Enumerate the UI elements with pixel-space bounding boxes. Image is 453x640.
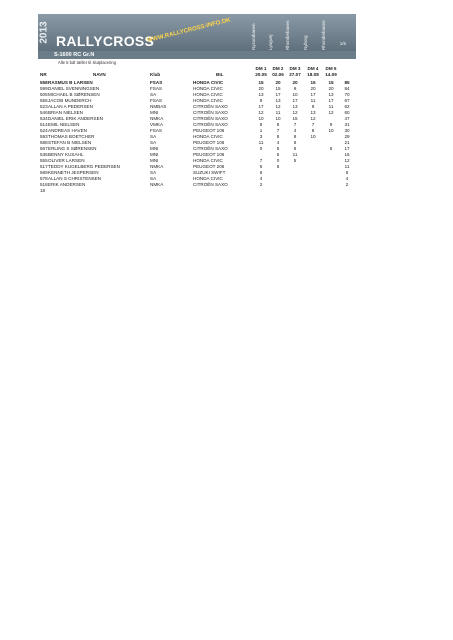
cell-klub: FSAS	[150, 128, 162, 133]
results-table	[38, 80, 356, 188]
col-nr: NR	[40, 72, 47, 77]
cell-total: 67	[344, 98, 350, 103]
cell-klub: VMKA	[150, 122, 164, 127]
venue-3: Rhombebanen	[285, 20, 290, 50]
cell-bil: HONDA CIVIC	[193, 158, 223, 163]
cell-bil: SUZUKI SWIFT	[193, 170, 226, 175]
cell-round-4: 7	[311, 122, 315, 127]
cell-round-4: 10	[310, 134, 316, 139]
cell-navn: ANDREAS HAVEN	[48, 128, 87, 133]
year-label: 2013	[38, 21, 50, 44]
cell-total: 21	[344, 140, 350, 145]
cell-navn: TEDDY KUGELBERG PEDERSEN	[48, 164, 120, 169]
cell-round-1: 17	[258, 104, 264, 109]
cell-round-2: 17	[275, 92, 281, 97]
cell-bil: PEUGEOT 106	[193, 140, 225, 145]
cell-total: 11	[344, 164, 350, 169]
cell-round-4: 11	[310, 98, 316, 103]
cell-klub: SA	[150, 176, 157, 181]
cell-round-3: 10	[292, 92, 298, 97]
cell-round-1: 7	[259, 158, 263, 163]
date-1: 20.05	[255, 72, 267, 77]
cell-round-5: 13	[328, 92, 334, 97]
cell-total: 6	[345, 170, 349, 175]
cell-round-2: 8	[276, 134, 280, 139]
round-2-header: DM 2	[272, 66, 284, 71]
cell-navn: ERLING S SØRENSEN	[48, 146, 97, 151]
cell-round-1: 4	[259, 176, 263, 181]
col-bil: BIL	[216, 72, 224, 77]
header-banner	[38, 14, 356, 51]
cell-round-1: 11	[258, 140, 264, 145]
cell-round-3: 15	[292, 116, 298, 121]
cell-round-3: 7	[293, 122, 297, 127]
round-3-header: DM 3	[289, 66, 301, 71]
cell-round-5: 10	[328, 128, 334, 133]
cell-navn: KENNETH JESPERSEN	[48, 170, 99, 175]
cell-klub: MNI	[150, 158, 159, 163]
brand-title: RALLYCROSS	[56, 33, 155, 49]
cell-navn: STEFAN B NIELSEN	[48, 140, 92, 145]
cell-total: 62	[344, 104, 350, 109]
date-3: 27.07	[289, 72, 301, 77]
cell-navn: ERIK ANDERSEN	[48, 182, 86, 187]
cell-navn: ALLAN S CHRISTENSEN	[48, 176, 102, 181]
cell-round-3: 12	[292, 110, 298, 115]
venue-4: Nyborg	[303, 35, 308, 50]
cell-navn: BRIAN NIELSEN	[48, 110, 83, 115]
cell-round-5: 17	[328, 98, 334, 103]
date-4: 18.08	[307, 72, 319, 77]
cell-navn: THOMAS BOETCHER	[48, 134, 95, 139]
cell-klub: SA	[150, 140, 157, 145]
date-5: 14.09	[325, 72, 337, 77]
cell-round-2: 4	[276, 140, 280, 145]
cell-klub: SA	[150, 92, 157, 97]
cell-round-1: 12	[258, 110, 264, 115]
cell-round-5: 15	[328, 80, 334, 85]
cell-round-2: 11	[275, 110, 281, 115]
col-klub: Klub	[150, 72, 161, 77]
cell-round-2: 7	[276, 128, 280, 133]
cell-total: 16	[344, 152, 350, 157]
cell-navn: DANIEL SVENNINGSEN	[48, 86, 100, 91]
website-link[interactable]: WWW.RALLYCROSS-INFO.DK	[146, 17, 232, 44]
cell-bil: PEUGEOT 106	[193, 152, 225, 157]
cell-navn: EMIL NIELSEN	[48, 122, 80, 127]
cell-klub: NMBAS	[150, 104, 167, 109]
cell-round-5: 11	[328, 104, 334, 109]
cell-round-4: 15	[310, 80, 316, 85]
cell-bil: HONDA CIVIC	[193, 176, 223, 181]
cell-round-3: 4	[293, 128, 297, 133]
cell-total: 85	[344, 80, 350, 85]
cell-bil: HONDA CIVIC	[193, 98, 223, 103]
cell-round-1: 0	[259, 146, 263, 151]
cell-round-2: 12	[275, 104, 281, 109]
cell-nr: 518	[40, 182, 48, 187]
cell-total: 84	[344, 86, 350, 91]
round-1-header: DM 1	[255, 66, 267, 71]
cell-round-1: 9	[259, 98, 263, 103]
cell-round-2: 10	[275, 116, 281, 121]
cell-round-5: 9	[329, 122, 333, 127]
cell-round-2: 5	[276, 152, 280, 157]
cell-nr: 517	[40, 164, 48, 169]
cell-round-1: 10	[258, 116, 264, 121]
cell-round-1: 20	[258, 86, 264, 91]
cell-round-5: 6	[329, 146, 333, 151]
cell-round-1: 15	[258, 80, 264, 85]
cell-total: 17	[344, 146, 350, 151]
cell-nr: 599	[40, 86, 48, 91]
cell-nr: 593	[40, 134, 48, 139]
venue-5: Rhombebanen	[321, 20, 326, 50]
cell-round-5: 12	[328, 110, 334, 115]
cell-round-3: 5	[293, 158, 297, 163]
cell-total: 2	[345, 182, 349, 187]
cell-round-3: 8	[293, 134, 297, 139]
cell-round-2: 13	[275, 98, 281, 103]
cell-nr: 578	[40, 176, 48, 181]
cell-total: 47	[344, 116, 350, 121]
cell-navn: BENNY KUSAHL	[48, 152, 84, 157]
cell-round-4: 9	[311, 104, 315, 109]
page-number: 1/6	[339, 41, 346, 46]
cell-klub: MNI	[150, 110, 159, 115]
cell-round-2: 6	[276, 164, 280, 169]
cell-klub: FSAS	[150, 86, 162, 91]
cell-nr: 558	[40, 80, 48, 85]
scoring-note: Alle 5 bdt tæller til slutplacering	[58, 60, 116, 65]
cell-round-1: 8	[259, 122, 263, 127]
cell-round-4: 12	[310, 116, 316, 121]
cell-bil: CITROËN SAXO	[193, 182, 228, 187]
cell-nr: 523	[40, 104, 48, 109]
cell-nr: 505	[40, 92, 48, 97]
cell-round-2: 8	[276, 122, 280, 127]
cell-round-3: 11	[292, 152, 298, 157]
class-label: S-1600 RC Gr.N	[38, 51, 356, 59]
cell-klub: MNI	[150, 152, 159, 157]
cell-round-3: 9	[293, 86, 297, 91]
cell-bil: CITROËN SAXO	[193, 104, 228, 109]
cell-nr: 567	[40, 146, 48, 151]
cell-total: 29	[344, 134, 350, 139]
cell-nr: 534	[40, 116, 48, 121]
cell-total: 30	[344, 128, 350, 133]
venue-1: Nysumbanen	[251, 23, 256, 50]
round-4-header: DM 4	[307, 66, 319, 71]
cell-nr: 588	[40, 140, 48, 145]
cell-nr: 555	[40, 158, 48, 163]
cell-klub: SA	[150, 170, 157, 175]
cell-round-3: 6	[293, 140, 297, 145]
cell-round-1: 5	[259, 164, 263, 169]
cell-round-2: 20	[275, 80, 281, 85]
cell-navn: MICHAEL B SØRENSEN	[48, 92, 100, 97]
cell-bil: CITROËN SAXO	[193, 110, 228, 115]
cell-round-1: 6	[259, 170, 263, 175]
cell-round-1: 1	[259, 128, 263, 133]
cell-klub: NMKA	[150, 116, 164, 121]
cell-navn: DANIEL ERIK ANDERSEN	[48, 116, 103, 121]
cell-bil: HONDA CIVIC	[193, 80, 224, 85]
cell-nr: 514	[40, 122, 48, 127]
col-navn: NAVN	[93, 72, 106, 77]
cell-klub: NMKA	[150, 164, 164, 169]
results-document	[38, 14, 356, 194]
cell-bil: HONDA CIVIC	[193, 92, 223, 97]
cell-round-3: 20	[292, 80, 298, 85]
cell-nr: 546	[40, 110, 48, 115]
cell-round-3: 13	[292, 104, 298, 109]
cell-bil: CITROËN SAXO	[193, 122, 228, 127]
cell-klub: FSAS	[150, 98, 162, 103]
cell-bil: CITROËN SAXO	[193, 116, 228, 121]
cell-navn: RASMUS B LARSEN	[48, 80, 93, 85]
cell-total: 4	[345, 176, 349, 181]
cell-round-3: 6	[293, 146, 297, 151]
cell-bil: HONDA CIVIC	[193, 134, 223, 139]
cell-round-4: 17	[310, 92, 316, 97]
cell-total: 12	[344, 158, 350, 163]
cell-round-4: 8	[311, 128, 315, 133]
date-2: 02.06	[272, 72, 284, 77]
cell-round-4: 13	[310, 110, 316, 115]
round-5-header: DM 5	[325, 66, 337, 71]
cell-klub: FSAS	[150, 80, 163, 85]
cell-round-1: 13	[258, 92, 264, 97]
cell-nr: 589	[40, 170, 48, 175]
cell-bil: PEUGEOT 106	[193, 128, 225, 133]
cell-navn: OLIVER LARSEN	[48, 158, 85, 163]
cell-round-2: 15	[275, 86, 281, 91]
cell-round-1: 2	[259, 182, 263, 187]
cell-round-4: 20	[310, 86, 316, 91]
cell-round-5: 20	[328, 86, 334, 91]
cell-bil: CITROËN SAXO	[193, 146, 228, 151]
cell-klub: SA	[150, 134, 157, 139]
cell-klub: NMKA	[150, 182, 164, 187]
cell-navn: JACOB MUNDERCH	[48, 98, 92, 103]
cell-total: 31	[344, 122, 350, 127]
cell-navn: ALLAN A PEDERSEN	[48, 104, 93, 109]
table-row	[38, 182, 356, 188]
cell-round-3: 17	[292, 98, 298, 103]
cell-nr: 524	[40, 128, 48, 133]
cell-nr: 536	[40, 152, 48, 157]
cell-klub: MNI	[150, 146, 159, 151]
cell-total: 60	[344, 110, 350, 115]
cell-round-1: 3	[259, 134, 263, 139]
cell-round-2: 0	[276, 158, 280, 163]
driver-count: 18	[40, 188, 46, 193]
cell-total: 70	[344, 92, 350, 97]
venue-2: Lyngvej	[268, 34, 273, 50]
cell-bil: PEUGEOT 206	[193, 164, 225, 169]
column-header-row	[38, 72, 356, 78]
cell-bil: HONDA CIVIC	[193, 86, 223, 91]
cell-nr: 555	[40, 98, 48, 103]
cell-round-2: 5	[276, 146, 280, 151]
